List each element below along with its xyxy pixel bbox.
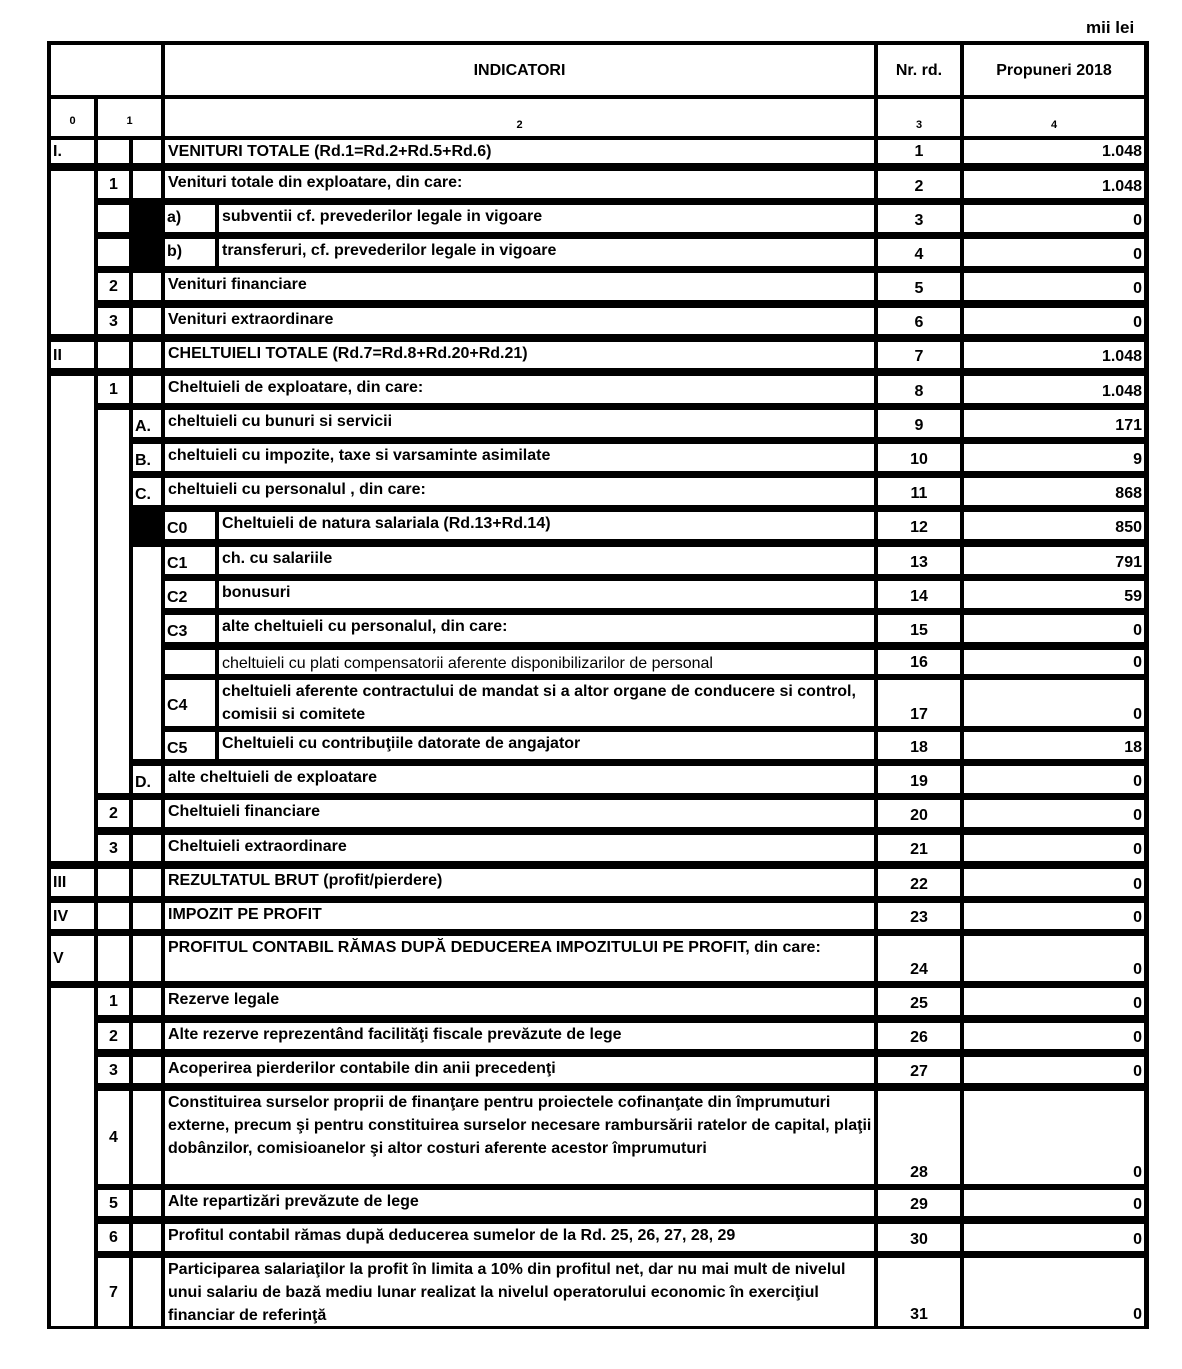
row-number-cell: 3 (98, 308, 129, 334)
row-nr-cell: 22 (878, 869, 960, 896)
column-index-2: 2 (165, 99, 874, 136)
row-sub-label (133, 171, 161, 198)
row-sub-label: C3 (165, 615, 215, 642)
row-indicator-text: Alte rezerve reprezentând facilităţi fiscale prevăzute de lege (165, 1023, 874, 1049)
row-value-cell: 0 (964, 936, 1144, 981)
row-nr-cell: 15 (878, 615, 960, 642)
row-sub-label (133, 1258, 161, 1326)
row-indicator-text: cheltuieli cu impozite, taxe si varsaminte asimilate (165, 444, 874, 471)
c1-blank-4 (98, 239, 129, 266)
row-indicator-text: cheltuieli cu bunuri si servicii (165, 410, 874, 437)
row-section-cell: II (51, 342, 94, 368)
row-nr-cell: 2 (878, 171, 960, 198)
row-nr-cell: 18 (878, 732, 960, 759)
header-propuneri: Propuneri 2018 (964, 45, 1144, 95)
row-indicator-text: PROFITUL CONTABIL RĂMAS DUPĂ DEDUCEREA IMPOZITULUI PE PROFIT, din care: (165, 936, 874, 981)
row-sub-label: C5 (165, 732, 215, 759)
row-sub-label (133, 376, 161, 403)
row-value-cell: 0 (964, 1224, 1144, 1251)
row-value-cell: 0 (964, 988, 1144, 1015)
row-sub-label (133, 342, 161, 368)
row-sub-label (133, 800, 161, 827)
row-value-cell: 0 (964, 903, 1144, 929)
column-index-4: 4 (964, 99, 1144, 136)
row-value-cell: 791 (964, 547, 1144, 574)
row-value-cell: 0 (964, 273, 1144, 300)
row-sub-label: a) (165, 205, 215, 232)
row-number-cell (98, 903, 129, 929)
row-nr-cell: 6 (878, 308, 960, 334)
unit-label: mii lei (1086, 18, 1135, 37)
row-indicator-text: Venituri financiare (165, 273, 874, 300)
group-c-span (133, 547, 161, 759)
row-nr-cell: 19 (878, 766, 960, 793)
row-sub-label (133, 308, 161, 334)
row-number-cell: 3 (98, 1057, 129, 1083)
row-value-cell: 0 (964, 615, 1144, 642)
row-nr-cell: 3 (878, 205, 960, 232)
header-indicatori: INDICATORI (165, 45, 874, 95)
row-indicator-text: cheltuieli cu personalul , din care: (165, 478, 874, 505)
row-sub-label: C4 (165, 680, 215, 726)
row-number-cell: 2 (98, 273, 129, 300)
row-indicator-text: subventii cf. prevederilor legale in vigoare (219, 205, 874, 232)
row-nr-cell: 21 (878, 835, 960, 861)
row-sub-label: C0 (165, 512, 215, 539)
row-nr-cell: 11 (878, 478, 960, 505)
row-sub-label (133, 1023, 161, 1049)
row-number-cell: 4 (98, 1091, 129, 1184)
row-sub-label: C. (133, 478, 161, 505)
row-sub-label (133, 903, 161, 929)
row-value-cell: 0 (964, 1023, 1144, 1049)
row-number-cell (98, 140, 129, 163)
row-number-cell: 2 (98, 1023, 129, 1049)
row-value-cell: 0 (964, 239, 1144, 266)
column-index-1: 1 (98, 99, 161, 136)
row-sub-label (133, 1091, 161, 1184)
row-indicator-text: REZULTATUL BRUT (profit/pierdere) (165, 869, 874, 896)
row-nr-cell: 8 (878, 376, 960, 403)
row-nr-cell: 20 (878, 800, 960, 827)
column-index-3: 3 (878, 99, 960, 136)
group-c1-span (98, 410, 129, 793)
row-value-cell: 0 (964, 650, 1144, 674)
row-nr-cell: 25 (878, 988, 960, 1015)
row-value-cell: 0 (964, 308, 1144, 334)
row-nr-cell: 30 (878, 1224, 960, 1251)
row-sub-label: A. (133, 410, 161, 437)
row-sub-label (133, 988, 161, 1015)
row-value-cell: 0 (964, 1190, 1144, 1216)
row-number-cell (98, 342, 129, 368)
row-value-cell: 0 (964, 869, 1144, 896)
header-blank-cell (51, 45, 161, 95)
row-number-cell: 7 (98, 1258, 129, 1326)
row-number-cell: 1 (98, 376, 129, 403)
row-value-cell: 59 (964, 581, 1144, 608)
row-nr-cell: 28 (878, 1091, 960, 1184)
row-value-cell: 0 (964, 1091, 1144, 1184)
page-bottom (0, 1330, 1182, 1369)
row-nr-cell: 24 (878, 936, 960, 981)
row-indicator-text: bonusuri (219, 581, 874, 608)
row-nr-cell: 27 (878, 1057, 960, 1083)
row-sub-label (133, 835, 161, 861)
column-index-0: 0 (51, 99, 94, 136)
row-section-cell: III (51, 869, 94, 896)
c1-blank-3 (98, 205, 129, 232)
row-indicator-text: alte cheltuieli cu personalul, din care: (219, 615, 874, 642)
row-sub-label (133, 869, 161, 896)
row-value-cell: 1.048 (964, 342, 1144, 368)
row-indicator-text: cheltuieli aferente contractului de mandat si a altor organe de conducere si control, comisii si comitete (219, 680, 874, 726)
row-number-cell (98, 936, 129, 981)
section-v-span (51, 988, 94, 1326)
row-value-cell: 850 (964, 512, 1144, 539)
row-number-cell: 5 (98, 1190, 129, 1216)
row-number-cell: 1 (98, 988, 129, 1015)
row-sub-label (133, 273, 161, 300)
row-number-cell: 1 (98, 171, 129, 198)
row-nr-cell: 10 (878, 444, 960, 471)
row-nr-cell: 14 (878, 581, 960, 608)
row-section-cell: IV (51, 903, 94, 929)
row-indicator-text: Cheltuieli de natura salariala (Rd.13+Rd.14) (219, 512, 874, 539)
row-value-cell: 0 (964, 766, 1144, 793)
row-nr-cell: 16 (878, 650, 960, 674)
row-sub-label: C1 (165, 547, 215, 574)
row-value-cell: 18 (964, 732, 1144, 759)
row-indicator-text: Participarea salariaţilor la profit în limita a 10% din profitul net, dar nu mai mult de nivelul unui salariu de bază mediu lunar realizat la nivelul operatorului economic în exerciţiul financiar de referinţă (165, 1258, 874, 1326)
row-indicator-text: alte cheltuieli de exploatare (165, 766, 874, 793)
row-indicator-text: CHELTUIELI TOTALE (Rd.7=Rd.8+Rd.20+Rd.21) (165, 342, 874, 368)
row-value-cell: 0 (964, 835, 1144, 861)
row-indicator-text: transferuri, cf. prevederilor legale in vigoare (219, 239, 874, 266)
row-value-cell: 1.048 (964, 376, 1144, 403)
section-i-span (51, 171, 94, 334)
row-sub-label: b) (165, 239, 215, 266)
section-ii-span (51, 376, 94, 861)
row-sub-label: B. (133, 444, 161, 471)
row-indicator-text: Rezerve legale (165, 988, 874, 1015)
row-sub-label (133, 1057, 161, 1083)
row-value-cell: 0 (964, 1258, 1144, 1326)
row-value-cell: 0 (964, 1057, 1144, 1083)
row-indicator-text: Cheltuieli financiare (165, 800, 874, 827)
row-sub-label (133, 936, 161, 981)
row-nr-cell: 17 (878, 680, 960, 726)
row-sub-label (133, 1224, 161, 1251)
row-value-cell: 171 (964, 410, 1144, 437)
row-value-cell: 0 (964, 205, 1144, 232)
row-value-cell: 0 (964, 680, 1144, 726)
row-indicator-text: IMPOZIT PE PROFIT (165, 903, 874, 929)
row-indicator-text: Profitul contabil rămas după deducerea sumelor de la Rd. 25, 26, 27, 28, 29 (165, 1224, 874, 1251)
row-nr-cell: 26 (878, 1023, 960, 1049)
row-sub-label (165, 650, 215, 674)
row-nr-cell: 4 (878, 239, 960, 266)
row-indicator-text: Cheltuieli de exploatare, din care: (165, 376, 874, 403)
row-section-cell: V (51, 936, 94, 981)
row-indicator-text: cheltuieli cu plati compensatorii aferente disponibilizarilor de personal (219, 650, 874, 674)
row-nr-cell: 29 (878, 1190, 960, 1216)
row-section-cell: I. (51, 140, 94, 163)
row-indicator-text: Cheltuieli cu contribuţiile datorate de angajator (219, 732, 874, 759)
row-number-cell: 2 (98, 800, 129, 827)
row-value-cell: 0 (964, 800, 1144, 827)
row-nr-cell: 13 (878, 547, 960, 574)
row-nr-cell: 23 (878, 903, 960, 929)
row-nr-cell: 5 (878, 273, 960, 300)
row-sub-label (133, 140, 161, 163)
row-sub-label: C2 (165, 581, 215, 608)
row-value-cell: 1.048 (964, 140, 1144, 163)
row-nr-cell: 31 (878, 1258, 960, 1326)
row-number-cell: 6 (98, 1224, 129, 1251)
row-nr-cell: 9 (878, 410, 960, 437)
row-indicator-text: VENITURI TOTALE (Rd.1=Rd.2+Rd.5+Rd.6) (165, 140, 874, 163)
row-sub-label: D. (133, 766, 161, 793)
row-nr-cell: 7 (878, 342, 960, 368)
row-indicator-text: ch. cu salariile (219, 547, 874, 574)
row-indicator-text: Venituri extraordinare (165, 308, 874, 334)
row-number-cell: 3 (98, 835, 129, 861)
row-nr-cell: 1 (878, 140, 960, 163)
row-value-cell: 1.048 (964, 171, 1144, 198)
row-number-cell (98, 869, 129, 896)
row-indicator-text: Acoperirea pierderilor contabile din anii precedenţi (165, 1057, 874, 1083)
row-value-cell: 868 (964, 478, 1144, 505)
header-nr-rd: Nr. rd. (878, 45, 960, 95)
row-sub-label (133, 1190, 161, 1216)
row-indicator-text: Constituirea surselor proprii de finanţare pentru proiectele cofinanţate din împrumuturi externe, precum şi pentru constituirea surselor necesare rambursării ratelor de capital, plaţii dobânzilor, comisioanelor şi altor costuri aferente acestor împrumuturi (165, 1091, 874, 1184)
row-indicator-text: Venituri totale din exploatare, din care: (165, 171, 874, 198)
row-indicator-text: Alte repartizări prevăzute de lege (165, 1190, 874, 1216)
row-value-cell: 9 (964, 444, 1144, 471)
row-nr-cell: 12 (878, 512, 960, 539)
row-indicator-text: Cheltuieli extraordinare (165, 835, 874, 861)
